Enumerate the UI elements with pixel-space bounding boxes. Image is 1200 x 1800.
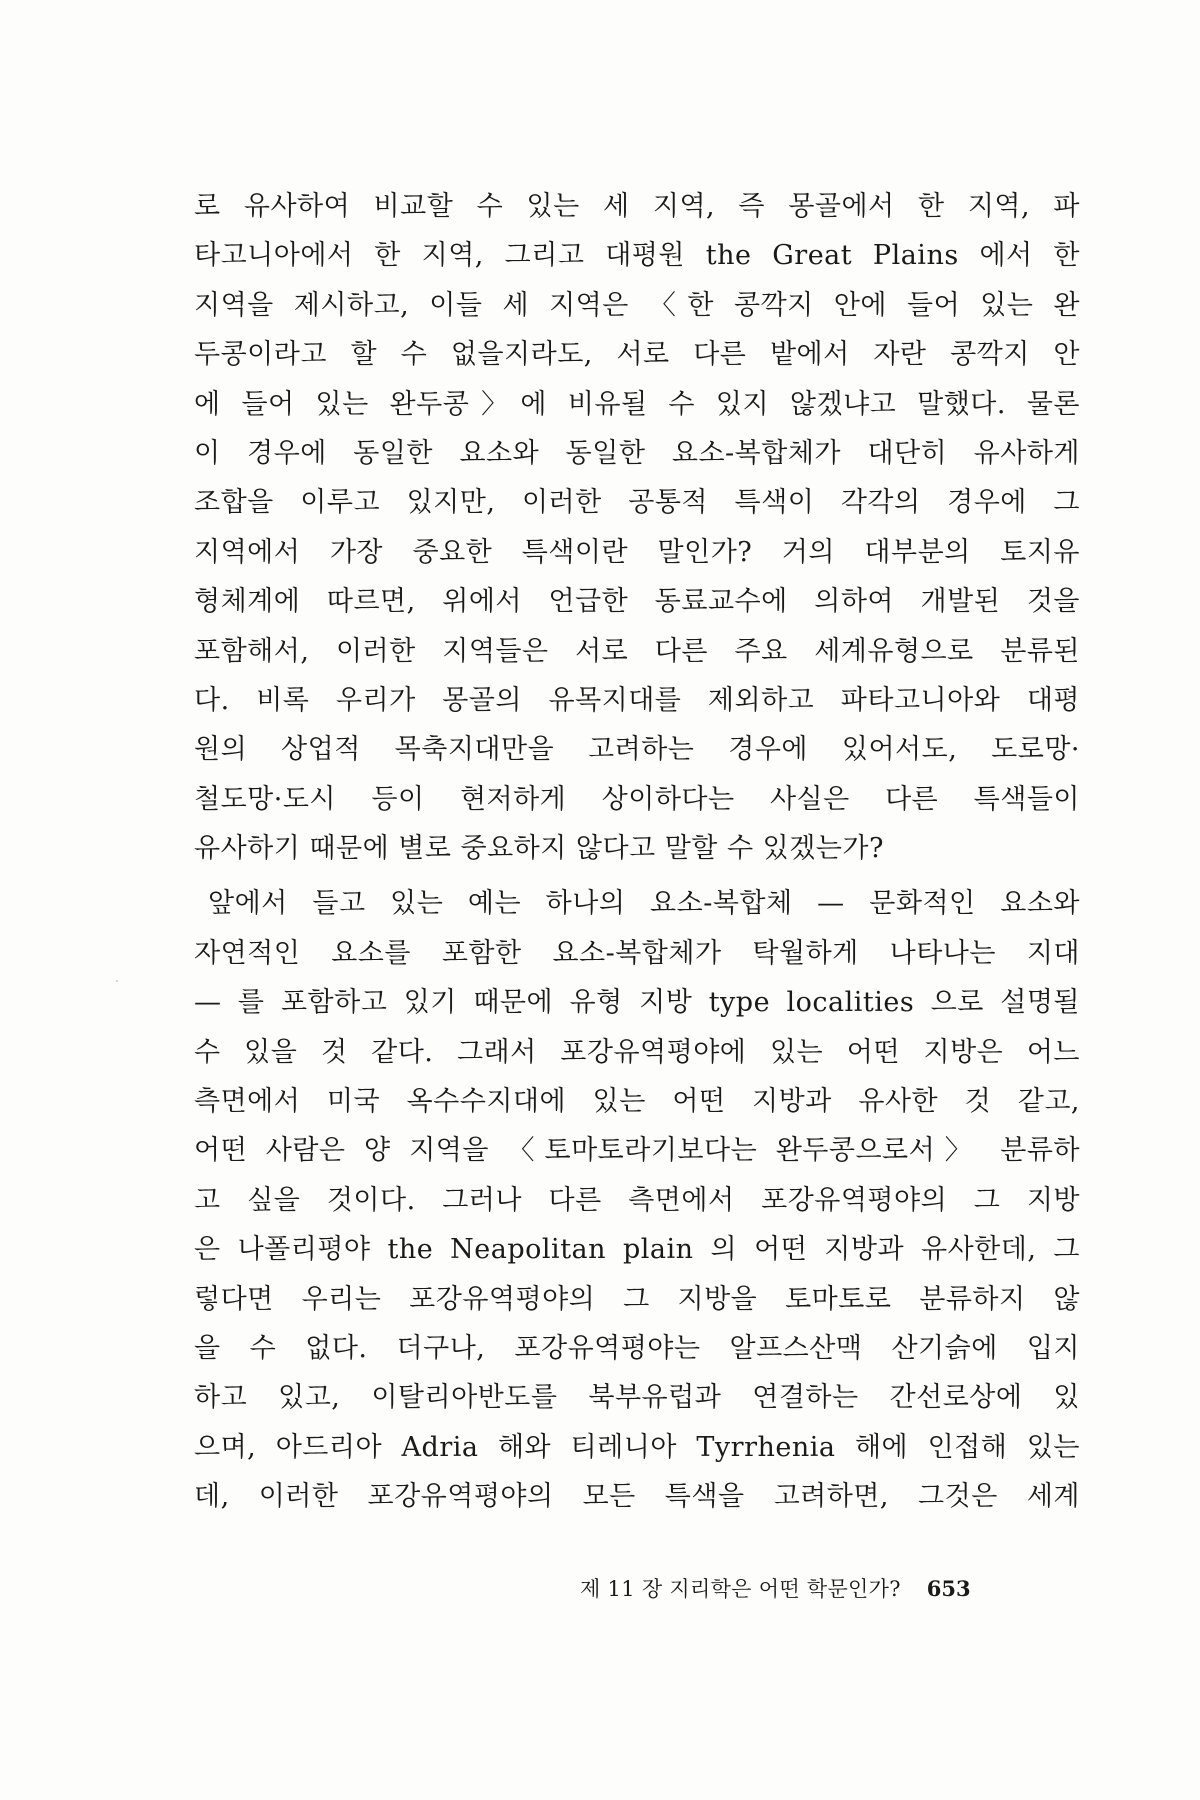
- page-footer: [580, 1573, 1080, 1603]
- text-line: 이 경우에 동일한 요소와 동일한 요소-복합체가 대단히 유사하게: [194, 437, 1080, 469]
- paragraph-2: [194, 879, 1080, 1521]
- text-line: 데, 이러한 포강유역평야의 모든 특색을 고려하면, 그것은 세계: [194, 1481, 1080, 1513]
- text-line: 수 있을 것 같다. 그래서 포강유역평야에 있는 어떤 지방은 어느: [194, 1036, 1080, 1068]
- text-line: 철도망·도시 등이 현저하게 상이하다는 사실은 다른 특색들이: [194, 783, 1080, 815]
- text-line: 두콩이라고 할 수 없을지라도, 서로 다른 밭에서 자란 콩깍지 안: [194, 339, 1080, 371]
- page-number: 653: [926, 1576, 971, 1601]
- text-line: 포함해서, 이러한 지역들은 서로 다른 주요 세계유형으로 분류된: [194, 635, 1080, 667]
- text-line: 로 유사하여 비교할 수 있는 세 지역, 즉 몽골에서 한 지역, 파: [194, 191, 1080, 222]
- text-line: 다. 비록 우리가 몽골의 유목지대를 제외하고 파타고니아와 대평: [194, 684, 1080, 716]
- text-line: 지역에서 가장 중요한 특색이란 말인가? 거의 대부분의 토지유: [194, 536, 1080, 568]
- body-text: [194, 182, 1080, 1522]
- text-line: 은 나폴리평야 the Neapolitan plain 의 어떤 지방과 유사한데, 그: [194, 1234, 1080, 1266]
- text-line: 타고니아에서 한 지역, 그리고 대평원 the Great Plains 에서 한: [194, 240, 1080, 272]
- text-line: 지역을 제시하고, 이들 세 지역은 〈한 콩깍지 안에 들어 있는 완: [194, 289, 1080, 321]
- text-line: 을 수 없다. 더구나, 포강유역평야는 알프스산맥 산기슭에 입지: [194, 1332, 1080, 1364]
- text-line: 앞에서 들고 있는 예는 하나의 요소-복합체 — 문화적인 요소와: [208, 888, 1080, 920]
- text-line: 렇다면 우리는 포강유역평야의 그 지방을 토마토로 분류하지 않: [194, 1283, 1080, 1315]
- text-line: 고 싶을 것이다. 그러나 다른 측면에서 포강유역평야의 그 지방: [194, 1184, 1080, 1216]
- text-line: 원의 상업적 목축지대만을 고려하는 경우에 있어서도, 도로망·: [194, 734, 1080, 766]
- text-line: 조합을 이루고 있지만, 이러한 공통적 특색이 각각의 경우에 그: [194, 487, 1080, 519]
- text-line: 유사하기 때문에 별로 중요하지 않다고 말할 수 있겠는가?: [194, 833, 884, 865]
- text-line: 에 들어 있는 완두콩〉에 비유될 수 있지 않겠냐고 말했다. 물론: [194, 388, 1080, 420]
- paragraph-1: [194, 182, 1080, 873]
- text-line: 형체계에 따르면, 위에서 언급한 동료교수에 의하여 개발된 것을: [194, 586, 1080, 618]
- scan-speck: [116, 980, 118, 982]
- text-line: 측면에서 미국 옥수수지대에 있는 어떤 지방과 유사한 것 같고,: [194, 1086, 1080, 1118]
- text-line: 어떤 사람은 양 지역을 〈토마토라기보다는 완두콩으로서〉 분류하: [194, 1135, 1080, 1167]
- text-line: 자연적인 요소를 포함한 요소-복합체가 탁월하게 나타나는 지대: [194, 937, 1080, 969]
- running-chapter-title: 제 11 장 지리학은 어떤 학문인가?: [580, 1577, 901, 1601]
- text-line: 하고 있고, 이탈리아반도를 북부유럽과 연결하는 간선로상에 있: [194, 1382, 1080, 1414]
- text-line: — 를 포함하고 있기 때문에 유형 지방 type localities 으로 설명될: [194, 987, 1080, 1019]
- text-line: 으며, 아드리아 Adria 해와 티레니아 Tyrrhenia 해에 인접해 있는: [194, 1431, 1080, 1463]
